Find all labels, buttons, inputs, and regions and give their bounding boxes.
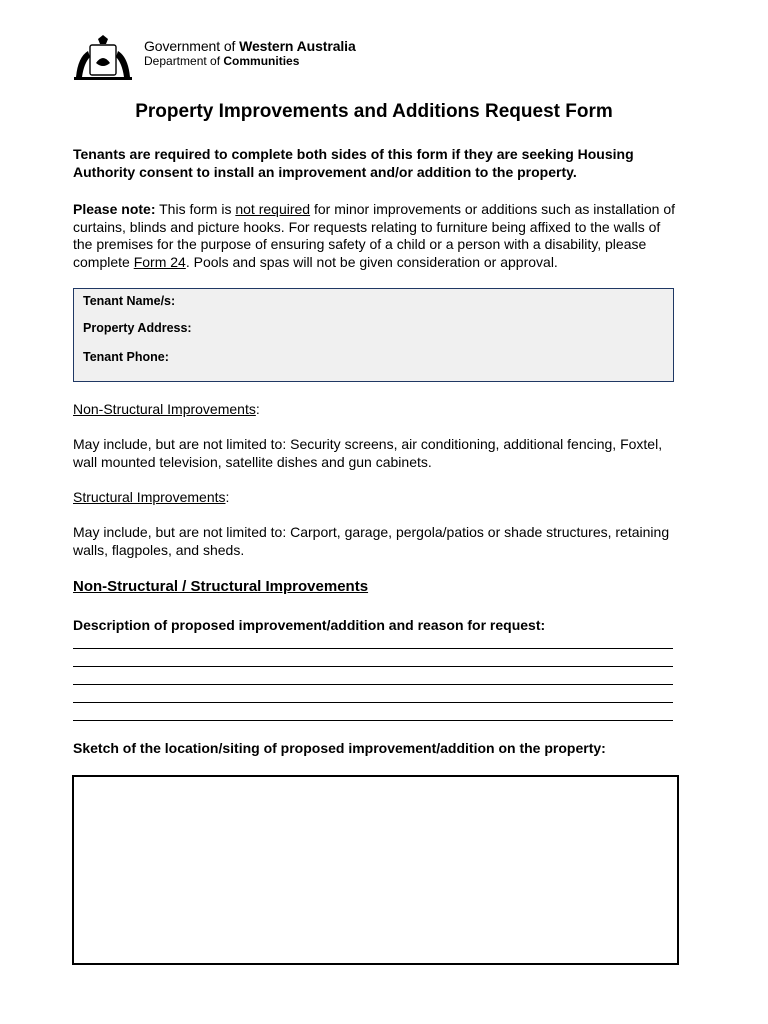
page-title: Property Improvements and Additions Request Form xyxy=(135,101,613,122)
not-required-text: not required xyxy=(235,201,311,217)
non-structural-heading: Non-Structural Improvements: xyxy=(73,401,260,417)
department-name: Department of Communities xyxy=(144,54,300,68)
description-line[interactable] xyxy=(73,720,673,721)
description-label: Description of proposed improvement/addition and reason for request: xyxy=(73,617,546,633)
structural-heading: Structural Improvements: xyxy=(73,489,230,505)
note-label: Please note: xyxy=(73,201,156,217)
non-structural-structural-heading: Non-Structural / Structural Improvements xyxy=(73,578,369,595)
form-24-link[interactable]: Form 24 xyxy=(133,253,186,270)
coat-of-arms-logo xyxy=(72,33,134,83)
description-line[interactable] xyxy=(73,666,673,667)
description-line[interactable] xyxy=(73,648,673,649)
structural-text: May include, but are not limited to: Carport, garage, pergola/patios or shade structures, retaining walls, flagpoles, and sheds. xyxy=(73,524,670,558)
intro-text: Tenants are required to complete both sides of this form if they are seeking Housing Authority consent to install an improvement and/or addition to the property. xyxy=(73,146,634,180)
tenant-details-box xyxy=(73,288,674,382)
non-structural-text: May include, but are not limited to: Security screens, air conditioning, additional fencing, Foxtel, wall mounted television, satellite dishes and gun cabinets. xyxy=(73,436,663,470)
sketch-label: Sketch of the location/siting of proposed improvement/addition on the property: xyxy=(73,740,606,756)
tenant-name-label: Tenant Name/s: xyxy=(83,294,176,308)
property-address-label: Property Address: xyxy=(83,321,192,335)
tenant-phone-label: Tenant Phone: xyxy=(83,350,169,364)
please-note-text: Please note: This form is not required for minor improvements or additions such as installation of curtains, blinds and picture hooks. For requests relating to furniture being affixed to the walls of the premises for the purpose of ensuring safety of a child or a person with a disability, please complete Form 24. Pools and spas will not be given consideration or approval. xyxy=(73,201,676,270)
sketch-area[interactable] xyxy=(72,775,679,965)
description-line[interactable] xyxy=(73,702,673,703)
government-name: Government of Western Australia xyxy=(144,38,356,54)
description-line[interactable] xyxy=(73,684,673,685)
